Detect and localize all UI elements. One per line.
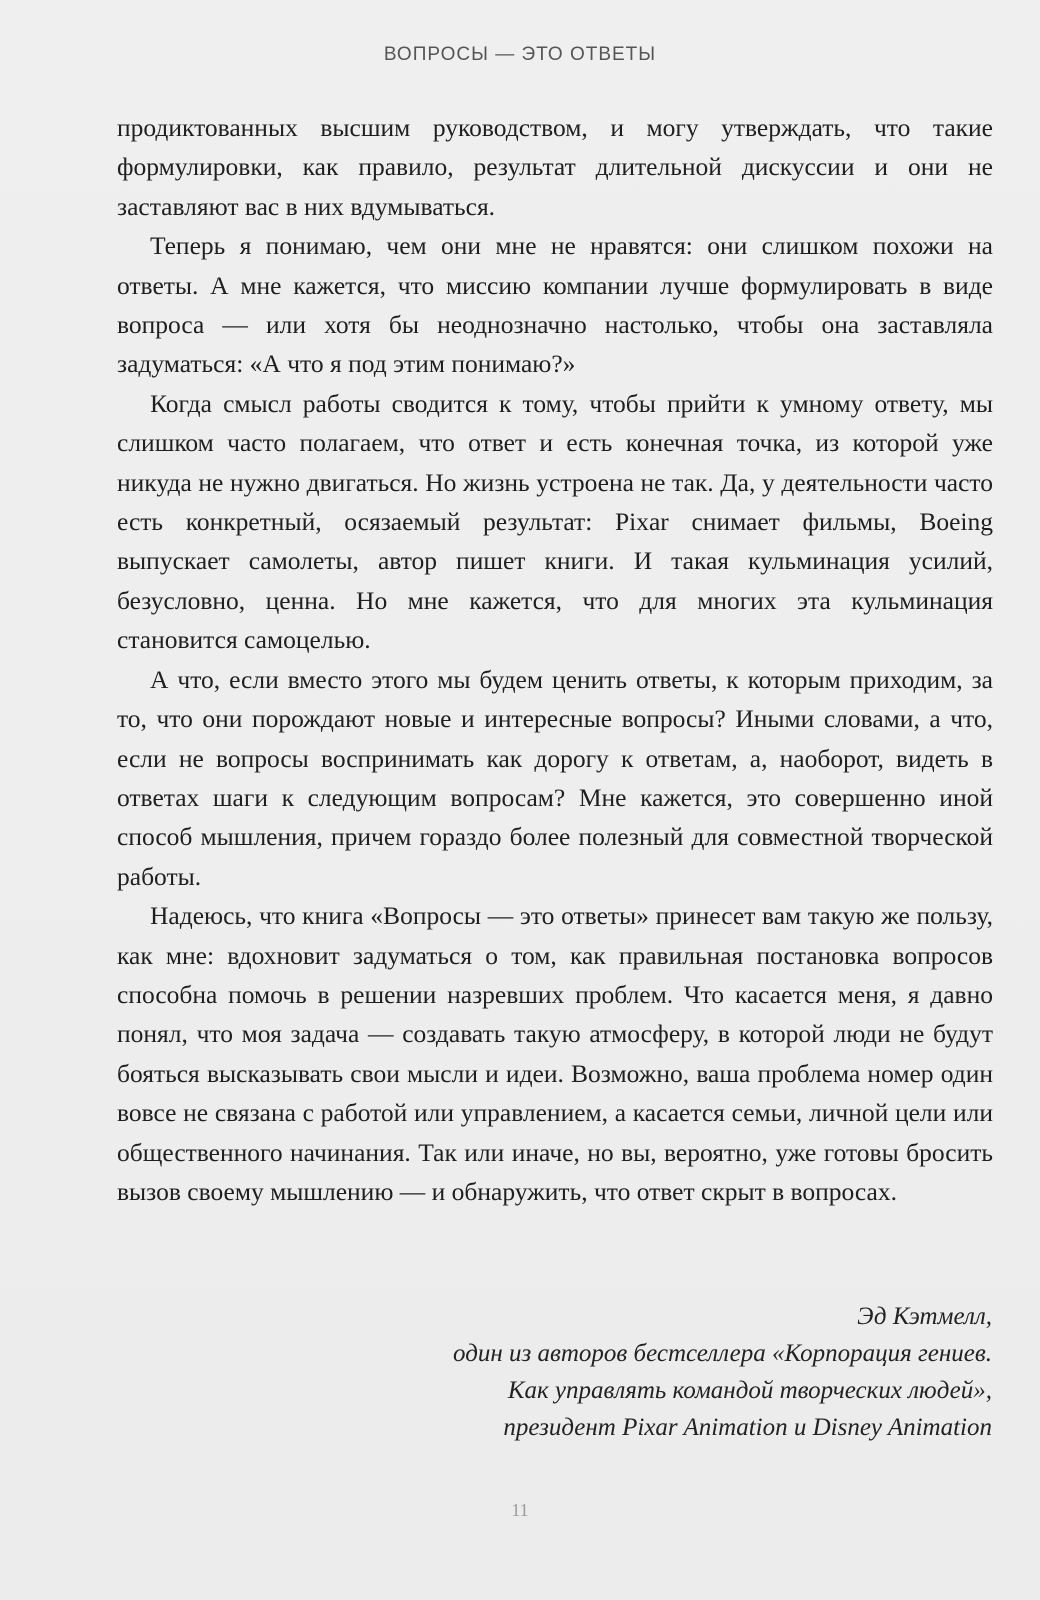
page-number: 11: [511, 1500, 529, 1520]
author-signature: [232, 1298, 992, 1446]
signature-author-name: Эд Кэтмелл,: [857, 1303, 992, 1330]
paragraph: Надеюсь, что книга «Вопросы — это ответы» принесет вам такую же пользу, как мне: вдохновит задуматься о том, как правильная постановка вопросов способна помочь в решении назревших проблем. Что касается меня, я давно понял, что моя задача — создавать такую атмосферу, в которой люди не будут бояться высказывать свои мысли и идеи. Возможно, ваша проблема номер один вовсе не связана с работой или управлением, а касается семьи, личной цели или общественного начинания. Так или иначе, но вы, вероятно, уже готовы бросить вызов своему мышлению — и обнаружить, что ответ скрыт в вопросах.: [117, 901, 993, 1206]
signature-line: Как управлять командой творческих людей»,: [507, 1377, 992, 1404]
body-text: [117, 108, 993, 1211]
paragraph: Когда смысл работы сводится к тому, чтобы прийти к умному ответу, мы слишком часто полагаем, что ответ и есть конечная точка, из которой уже никуда не нужно двигаться. Но жизнь устроена не так. Да, у деятельности часто есть конкретный, осязаемый результат: Pixar снимает фильмы, Boeing выпускает самолеты, автор пишет книги. И такая кульминация усилий, безусловно, ценна. Но мне кажется, что для многих эта кульминация становится самоцелью.: [117, 388, 993, 655]
paragraph-continuation: продиктованных высшим руководством, и могу утверждать, что такие формулировки, как правило, результат длительной дискуссии и они не заставляют вас в них вдумываться.: [117, 113, 993, 221]
running-header: ВОПРОСЫ — ЭТО ОТВЕТЫ: [383, 44, 657, 65]
signature-line: президент Pixar Animation и Disney Animation: [503, 1414, 992, 1441]
paragraph: Теперь я понимаю, чем они мне не нравятся: они слишком похожи на ответы. А мне кажется, что миссию компании лучше формулировать в виде вопроса — или хотя бы неоднозначно настолько, чтобы она заставляла задуматься: «А что я под этим понимаю?»: [117, 231, 993, 379]
signature-line: один из авторов бестселлера «Корпорация гениев.: [453, 1340, 992, 1367]
paragraph: А что, если вместо этого мы будем ценить ответы, к которым приходим, за то, что они порождают новые и интересные вопросы? Иными словами, а что, если не вопросы воспринимать как дорогу к ответам, а, наоборот, видеть в ответах шаги к следующим вопросам? Мне кажется, это совершенно иной способ мышления, причем гораздо более полезный для совместной творческой работы.: [117, 664, 993, 891]
